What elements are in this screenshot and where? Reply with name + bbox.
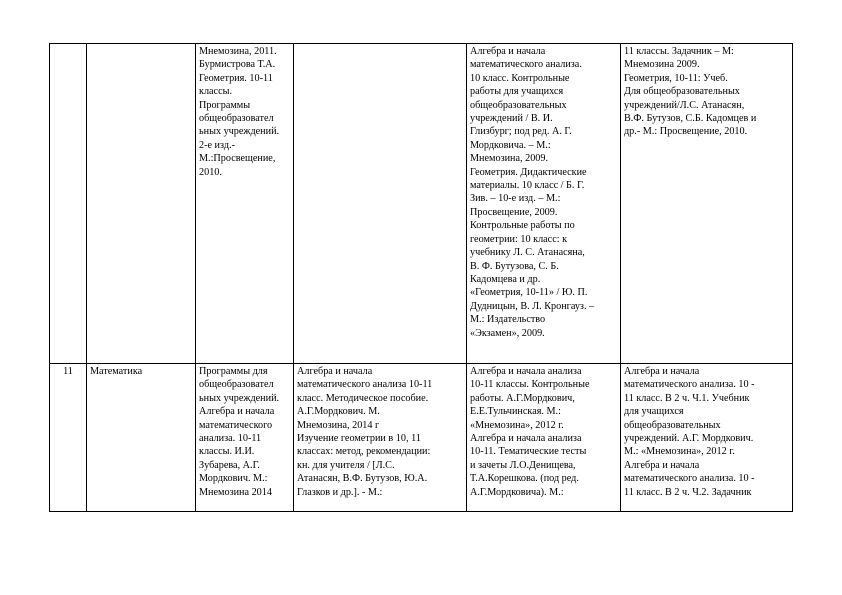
text-line: учреждений. А.Г. Мордкович. [624,433,754,445]
text-line: математического анализа. 10 - [624,473,755,485]
methodical-cell [294,44,467,364]
text-line: Геометрия. Дидактические [470,166,587,178]
text-line: Для общеобразовательных [624,86,740,98]
text-line: Мнемозина, 2009. [470,153,549,165]
text-line: Изучение геометрии в 10, 11 [297,433,421,445]
text-line: Мнемозина 2014 [199,486,272,498]
text-line: учреждений / В. И. [470,113,553,125]
text-line: геометрии: 10 класс: к [470,233,568,245]
text-line: общеобразовательных [470,99,567,111]
text-line: Глизбург; под ред. А. Г. [470,126,572,138]
text-line: учреждений/Л.С. Атанасян, [624,99,745,111]
text-line: классы. И.И. [199,446,255,458]
text-line: ьных учреждений. [199,392,280,404]
text-line: 2010. [199,166,222,178]
text-line: 10-11. Тематические тесты [470,446,587,458]
text-line: Геометрия. 10-11 [199,72,273,84]
text-line: общеобразовательных [624,419,721,431]
text-line: математического [199,419,273,431]
row-number-cell: 11 [50,364,87,512]
text-line: Просвещение, 2009. [470,206,558,218]
textbooks-cell [621,364,793,512]
control-materials-cell [467,364,621,512]
text-line: Зубарева, А.Г. [199,459,260,471]
text-line: работы. А.Г.Мордкович, [470,392,575,404]
text-line: Бурмистрова Т.А. [199,59,276,71]
text-line: работы для учащихся [470,86,564,98]
text-line: математического анализа. [470,59,582,71]
programs-cell [196,364,294,512]
text-line: А.Г.Мордкович. М. [297,406,380,418]
text-line: «Геометрия, 10-11» / Ю. П. [470,287,588,299]
text-line: классах: метод, рекомендации: [297,446,431,458]
text-line: Дудницын, В. Л. Кронгауз. – [470,300,595,312]
text-line: Алгебра и начала анализа [470,433,582,445]
text-line: ьных учреждений. [199,126,280,138]
text-line: Алгебра и начала анализа [470,366,582,377]
programs-cell [196,44,294,364]
table-row [50,44,793,364]
text-line: В.Ф. Бутузов, С.Б. Кадомцев и [624,113,757,125]
text-line: математического анализа 10-11 [297,379,433,391]
text-line: В. Ф. Бутузова, С. Б. [470,260,559,272]
text-line: общеобразовател [199,113,274,125]
text-line: Контрольные работы по [470,220,575,232]
text-line: М.:Просвещение, [199,153,276,165]
control-materials-cell [467,44,621,364]
text-line: Кадомцева и др. [470,273,541,285]
table-row [50,364,793,512]
text-line: Программы для [199,366,268,377]
text-line: Е.Е.Тульчинская. М.: [470,406,561,418]
text-line: 11 класс. В 2 ч. Ч.2. Задачник [624,486,752,498]
text-line: М.: Издательство [470,314,546,326]
text-line: др.- М.: Просвещение, 2010. [624,126,748,138]
text-line: учебнику Л. С. Атанасяна, [470,247,585,259]
textbooks-cell [621,44,793,364]
row-number-cell [50,44,87,364]
text-line: для учащихся [624,406,684,418]
text-line: Программы [199,99,251,111]
text-line: 11 класс. В 2 ч. Ч.1. Учебник [624,392,750,404]
methodical-cell [294,364,467,512]
text-line: А.Г.Мордковича). М.: [470,486,564,498]
text-line: Мордкович. М.: [199,473,268,485]
text-line: Мнемозина, 2014 г [297,419,380,431]
text-line: Мордковича. – М.: [470,139,551,151]
text-line: Алгебра и начала [624,459,700,471]
text-line: «Экзамен», 2009. [470,327,545,339]
text-line: класс. Методическое пособие. [297,392,429,404]
text-line: анализа. 10-11 [199,433,262,445]
text-line: Алгебра и начала [624,366,700,377]
text-line: 11 классы. Задачник – М: [624,46,734,57]
text-line: математического анализа. 10 - [624,379,755,391]
text-line: Алгебра и начала [199,406,275,418]
text-line: Глазков и др.]. - М.: [297,486,383,498]
text-line: Мнемозина 2009. [624,59,700,71]
text-line: Зив. – 10-е изд. – М.: [470,193,561,205]
text-line: материалы. 10 класс / Б. Г. [470,180,585,192]
text-line: 10 класс. Контрольные [470,72,570,84]
text-line: Мнемозина, 2011. [199,46,277,57]
text-line: общеобразовател [199,379,274,391]
subject-cell: Математика [87,364,196,512]
text-line: Атанасян, В.Ф. Бутузов, Ю.А. [297,473,428,485]
curriculum-table [49,43,793,512]
text-line: 2-е изд.- [199,139,235,151]
text-line: М.: «Мнемозина», 2012 г. [624,446,735,458]
text-line: классы. [199,86,232,98]
text-line: 10-11 классы. Контрольные [470,379,590,391]
text-line: Геометрия, 10-11: Учеб. [624,72,728,84]
text-line: Алгебра и начала [297,366,373,377]
text-line: и зачеты Л.О.Денищева, [470,459,576,471]
text-line: кн. для учителя / [Л.С. [297,459,395,471]
text-line: Т.А.Корешкова. (под ред. [470,473,579,485]
subject-cell [87,44,196,364]
text-line: «Мнемозина», 2012 г. [470,419,564,431]
text-line: Алгебра и начала [470,46,546,57]
